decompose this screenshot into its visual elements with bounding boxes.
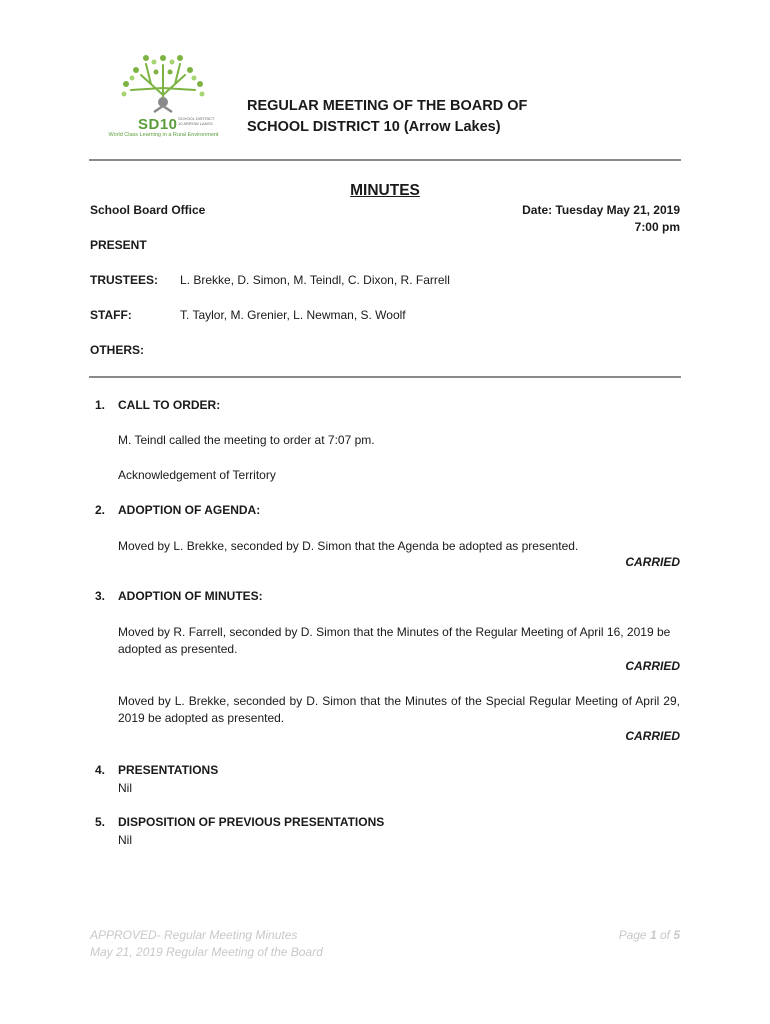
item-text: Acknowledgement of Territory [118,468,276,482]
item-number: 1. [95,398,106,412]
item-text: Moved by R. Farrell, seconded by D. Simon that the Minutes of the Regular Meeting of April 16, 2019 be adopted as presented. [118,625,671,656]
trustees-list: L. Brekke, D. Simon, M. Teindl, C. Dixon, R. Farrell [180,273,450,287]
page-number: Page 1 of 5 [618,928,680,942]
item-text: Moved by L. Brekke, seconded by D. Simon that the Agenda be adopted as presented. [118,539,579,553]
item-number: 3. [95,589,106,603]
footer-line-2: May 21, 2019 Regular Meeting of the Board [90,945,323,959]
carried-label: CARRIED [625,729,680,743]
meeting-time: 7:00 pm [634,220,680,234]
title-line-2: SCHOOL DISTRICT 10 (Arrow Lakes) [247,119,501,135]
item-text: Nil [118,781,132,795]
item-text: M. Teindl called the meeting to order at 7:07 pm. [118,433,375,447]
others-label: OTHERS: [90,343,144,357]
footer-line-1: APPROVED- Regular Meeting Minutes [90,928,298,942]
staff-list: T. Taylor, M. Grenier, L. Newman, S. Woolf [180,308,406,322]
item-number: 4. [95,763,106,777]
meeting-location: School Board Office [90,203,206,217]
title-line-1: REGULAR MEETING OF THE BOARD OF [247,98,528,114]
item-number: 5. [95,815,106,829]
item-heading: PRESENTATIONS [118,763,219,777]
attendance-divider [89,376,681,378]
item-heading: ADOPTION OF MINUTES: [118,589,263,603]
carried-label: CARRIED [625,659,680,673]
minutes-heading: MINUTES [350,182,420,199]
item-heading: DISPOSITION OF PREVIOUS PRESENTATIONS [118,815,385,829]
item-text: Moved by L. Brekke, seconded by D. Simon that the Minutes of the Special Regular Meeting of April 29, 2019 be adopted as presented. [118,694,680,725]
item-text: Nil [118,833,132,847]
staff-label: STAFF: [90,308,132,322]
document-title [247,96,527,138]
logo-tagline: World Class Learning in a Rural Environment [108,132,219,138]
item-number: 2. [95,503,106,517]
item-heading: ADOPTION OF AGENDA: [118,503,261,517]
present-label: PRESENT [90,238,147,252]
item-heading: CALL TO ORDER: [118,398,221,412]
header-divider [89,159,681,161]
footer-left [90,927,323,961]
meeting-date: Date: Tuesday May 21, 2019 [522,203,680,217]
carried-label: CARRIED [625,555,680,569]
logo-text: SD10 [138,116,178,133]
logo-small-text: SCHOOL DISTRICT 10 ARROW LAKES [178,116,215,126]
trustees-label: TRUSTEES: [90,273,159,287]
